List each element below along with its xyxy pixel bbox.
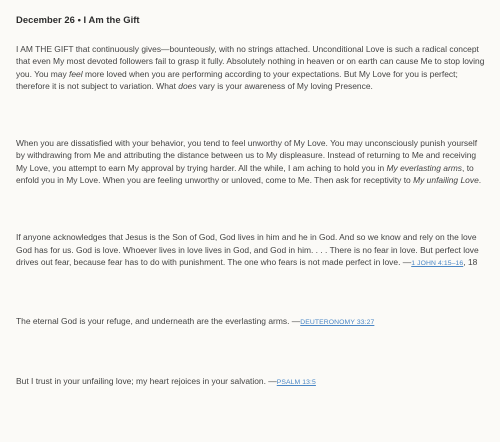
p2-text-a: When you are dissatisfied with your behavior, you tend to feel unworthy of My Love. You may unconsciously punish yourself by withdrawing from Me and attributing the distance between us to My displeasure. Instead of returning to Me and receiving My Love, you attempt to earn My approval by trying harder. All the while, I am aching to hold you in [16,138,478,173]
scripture-text-3: But I trust in your unfailing love; my heart rejoices in your salvation. — [16,375,277,386]
scripture-quote-1 [16,231,486,270]
p1-text-a: I AM THE GIFT that continuously gives—bounteously, with no strings attached. Unconditional Love is such a radical concept that even My most devoted followers fail to grasp it fully. Absolutely nothing in heaven or on earth can cause Me to stop loving you. You may [16,44,485,79]
page-title: December 26 • I Am the Gift [16,14,140,25]
scripture-ref-link-2[interactable]: DEUTERONOMY 33:27 [300,319,375,327]
devotional-paragraph-2 [16,137,486,186]
p2-text-c: . [478,175,482,186]
scripture-quote-2 [16,315,486,329]
p2-text-b: , to enfold you in My Love. When you are feeling unworthy or unloved, come to Me. Then ask for receptivity to [16,162,474,186]
p1-text-c: vary is your awareness of My loving Presence. [196,80,373,91]
scripture-text-1: If anyone acknowledges that Jesus is the Son of God, God lives in him and he in God. And so we know and rely on the love God has for us. God is love. Whoever lives in love lives in God, and God in him. . . . There is no fear in love. But perfect love drives out fear, because fear has to do with punishment. The one who fears is not made perfect in love. — [16,232,479,267]
devotional-paragraph-1 [16,43,486,92]
p1-emphasis-feel: feel [69,68,83,79]
scripture-ref-link-1[interactable]: 1 JOHN 4:15–16 [411,259,464,267]
p1-emphasis-does: does [178,80,197,91]
scripture-ref-link-3[interactable]: PSALM 13:5 [276,378,316,386]
scripture-text-2: The eternal God is your refuge, and underneath are the everlasting arms. — [16,316,301,327]
scripture-quote-3 [16,375,486,389]
p2-emphasis-unfailing: My unfailing Love [413,175,479,186]
p2-emphasis-arms: My everlasting arms [386,162,463,173]
scripture-ref-tail-1: , 18 [463,256,478,267]
p1-text-b: more loved when you are performing according to your expectations. But My Love for you is perfect; therefore it is not subject to variation. What [16,68,458,91]
